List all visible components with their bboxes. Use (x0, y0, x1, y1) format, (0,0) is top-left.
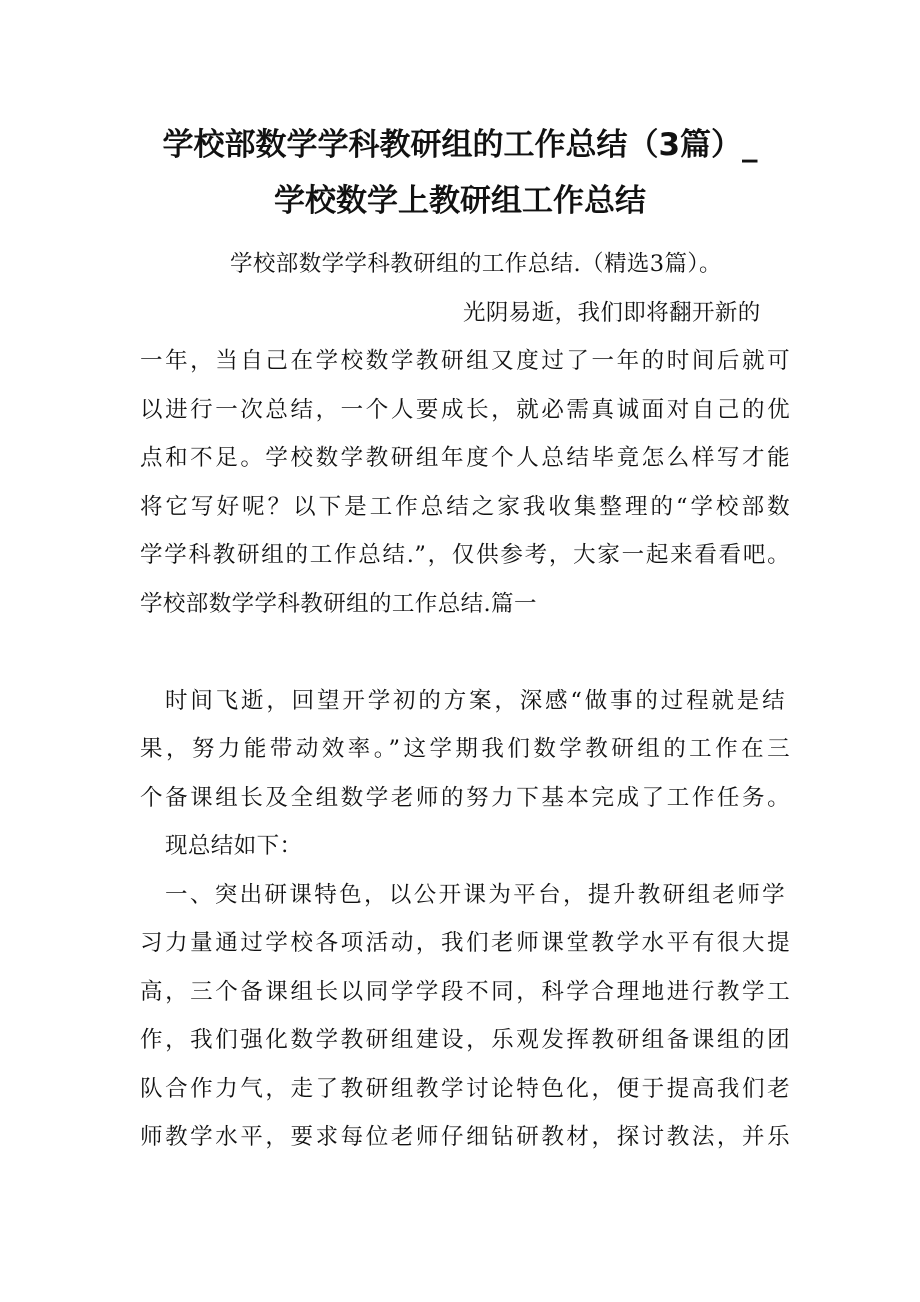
paragraph-line: 学学科教研组的工作总结.”，仅供参考，大家一起来看看吧。 (140, 542, 790, 568)
paragraph-line: 个备课组长及全组数学老师的努力下基本完成了工作任务。 (140, 785, 790, 811)
paragraph-line: 师教学水平，要求每位老师仔细钻研教材，探讨教法，并乐 (140, 1124, 790, 1150)
paragraph-line: 作，我们强化数学教研组建设，乐观发挥教研组备课组的团 (140, 1027, 790, 1053)
document-title-line-1: 学校部数学学科教研组的工作总结（3篇）_ (162, 127, 758, 163)
paragraph-line: 点和不足。学校数学教研组年度个人总结毕竟怎么样写才能 (140, 445, 790, 471)
section-heading: 学校部数学学科教研组的工作总结.篇一 (140, 591, 537, 617)
paragraph-line: 一年，当自己在学校数学教研组又度过了一年的时间后就可 (140, 348, 790, 374)
paragraph-line: 现总结如下： (165, 833, 303, 859)
paragraph-line: 高，三个备课组长以同学学段不同，科学合理地进行教学工 (140, 979, 790, 1005)
paragraph-line: 时间飞逝，回望开学初的方案，深感“做事的过程就是结 (165, 688, 785, 714)
paragraph-line: 将它写好呢？以下是工作总结之家我收集整理的“学校部数 (140, 494, 790, 520)
paragraph-line: 队合作力气，走了教研组教学讨论特色化，便于提高我们老 (140, 1076, 790, 1102)
paragraph-line: 以进行一次总结，一个人要成长，就必需真诚面对自己的优 (140, 397, 790, 423)
paragraph-line: 果，努力能带动效率。”这学期我们数学教研组的工作在三 (140, 736, 790, 762)
paragraph-line: 一、突出研课特色，以公开课为平台，提升教研组老师学 (165, 882, 785, 908)
document-title-line-2: 学校数学上教研组工作总结 (274, 183, 646, 219)
paragraph-line: 习力量通过学校各项活动，我们老师课堂教学水平有很大提 (140, 930, 790, 956)
paragraph-line: 光阴易逝，我们即将翻开新的 (463, 300, 761, 326)
intro-line: 学校部数学学科教研组的工作总结.（精选3篇）。 (230, 251, 722, 277)
